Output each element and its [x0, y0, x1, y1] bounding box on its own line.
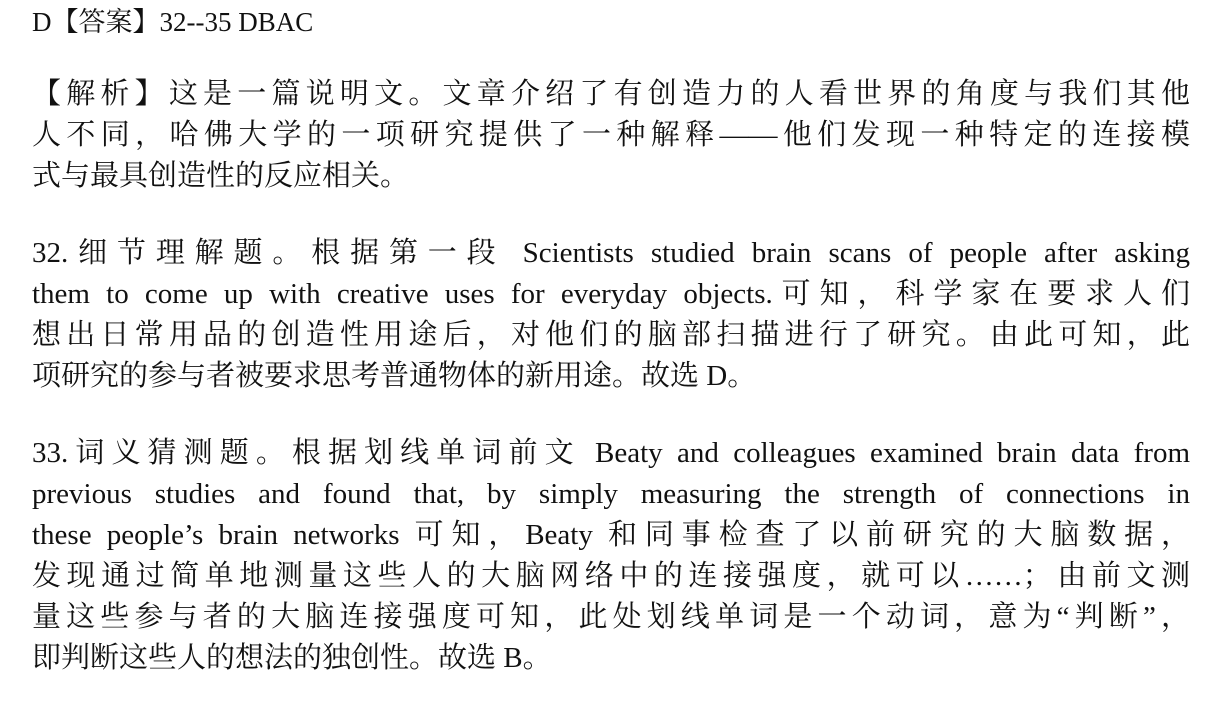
q32-line-1: 32.细节理解题。根据第一段 Scientists studied brain scans of people after asking [32, 237, 1190, 269]
q33-line-6: 即判断这些人的想法的独创性。故选 B。 [32, 642, 552, 674]
q33-line-2: previous studies and found that, by simply measuring the strength of connections in [32, 478, 1190, 510]
q32-line-3: 想出日常用品的创造性用途后，对他们的脑部扫描进行了研究。由此可知，此 [32, 319, 1190, 351]
q33-line-1: 33.词义猜测题。根据划线单词前文 Beaty and colleagues examined brain data from [32, 437, 1190, 469]
q33-line-4: 发现通过简单地测量这些人的大脑网络中的连接强度，就可以……；由前文测 [32, 560, 1190, 592]
q32-line-4: 项研究的参与者被要求思考普通物体的新用途。故选 D。 [32, 360, 757, 392]
answer-line: D【答案】32--35 DBAC [32, 7, 314, 37]
analysis-line-1: 【解析】这是一篇说明文。文章介绍了有创造力的人看世界的角度与我们其他 [32, 78, 1190, 110]
analysis-line-2: 人不同，哈佛大学的一项研究提供了一种解释——他们发现一种特定的连接模 [32, 119, 1190, 151]
q33-line-5: 量这些参与者的大脑连接强度可知，此处划线单词是一个动词，意为“判断”， [32, 601, 1190, 633]
analysis-line-3: 式与最具创造性的反应相关。 [32, 160, 410, 192]
q33-line-3: these people’s brain networks 可知，Beaty 和同事检查了以前研究的大脑数据， [32, 519, 1190, 551]
q32-line-2: them to come up with creative uses for everyday objects.可知，科学家在要求人们 [32, 278, 1190, 310]
